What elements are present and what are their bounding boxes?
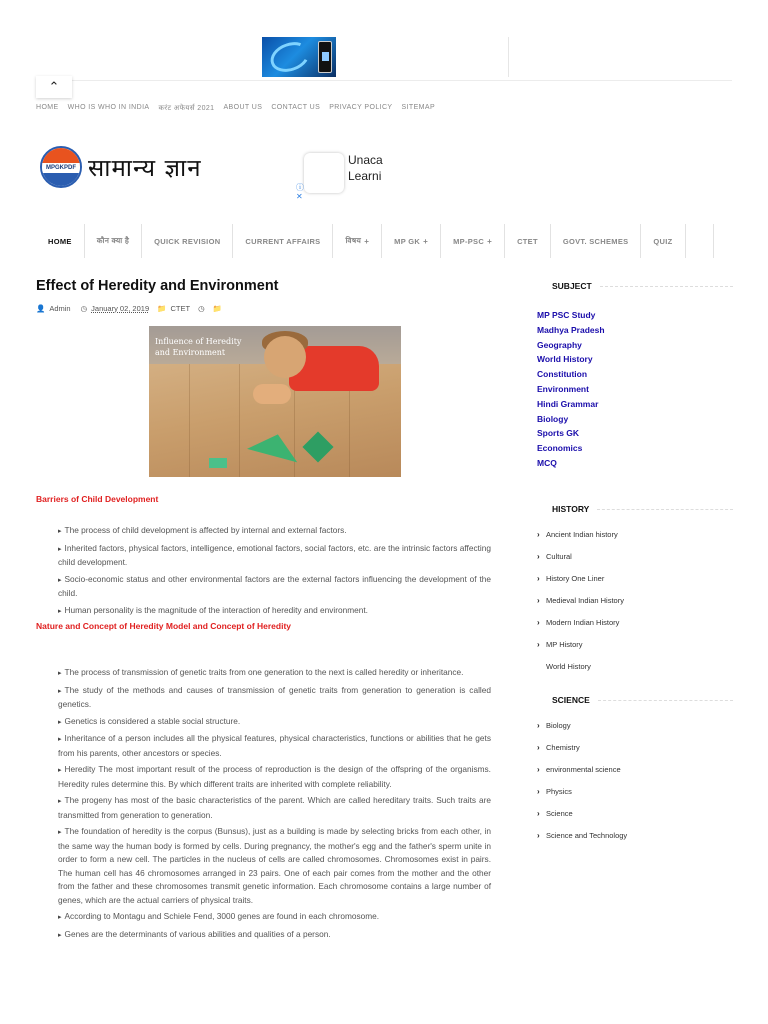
category-link[interactable]: › Modern Indian History xyxy=(537,612,733,634)
list-item: ▸ Inherited factors, physical factors, intelligence, emotional factors, social factors, etc. are the intrinsic factors affecting child development. xyxy=(58,542,491,570)
history-list xyxy=(537,524,733,678)
category-link[interactable]: › Medieval Indian History xyxy=(537,590,733,612)
category-link[interactable]: › Science xyxy=(537,803,733,825)
list-item: ▸ Socio-economic status and other environmental factors are the external factors influencing the development of the child. xyxy=(58,573,491,601)
nav-item-extra[interactable] xyxy=(686,224,714,258)
folder-icon: 📁 xyxy=(157,304,167,313)
ad-phone-graphic xyxy=(318,41,332,73)
app-ad-icon[interactable] xyxy=(304,153,344,193)
image-caption: Influence of Heredity and Environment xyxy=(155,337,242,357)
post-author[interactable]: Admin xyxy=(49,304,71,313)
chevron-right-icon: › xyxy=(537,743,540,752)
chevron-right-icon: › xyxy=(537,530,540,539)
sidebar-subject xyxy=(537,281,733,471)
subject-list xyxy=(537,308,733,471)
ad-choices-icon[interactable]: ⓘ ✕ xyxy=(296,183,304,201)
plus-icon: + xyxy=(423,236,429,246)
category-link[interactable]: › History One Liner xyxy=(537,568,733,590)
post-meta xyxy=(36,304,222,313)
section-heading-heredity: Nature and Concept of Heredity Model and Concept of Heredity xyxy=(36,621,292,631)
clock-icon: ◷ xyxy=(198,304,205,313)
topnav-about-us[interactable]: ABOUT US xyxy=(223,104,263,111)
chevron-right-icon: › xyxy=(537,596,540,605)
list-item: ▸ The process of transmission of genetic traits from one generation to the next is called heredity or inheritance. xyxy=(58,666,491,681)
sidebar-science xyxy=(537,695,733,847)
topnav-sitemap[interactable]: SITEMAP xyxy=(401,104,436,111)
main-nav xyxy=(36,224,732,258)
subject-link[interactable]: World History xyxy=(537,354,593,365)
chevron-right-icon: › xyxy=(537,809,540,818)
chevron-right-icon: › xyxy=(537,640,540,649)
topnav-contact-us[interactable]: CONTACT US xyxy=(271,104,321,111)
nav-item-ctet[interactable]: CTET xyxy=(505,224,551,258)
science-list xyxy=(537,715,733,847)
nav-item-quick-revision[interactable]: QUICK REVISION xyxy=(142,224,233,258)
category-link[interactable]: World History xyxy=(546,662,591,671)
plus-icon: + xyxy=(487,236,493,246)
sidebar-history xyxy=(537,504,733,678)
ad-swirl-graphic xyxy=(266,37,313,77)
nav-item-mp-psc[interactable]: MP-PSC + xyxy=(441,224,505,258)
category-link[interactable]: › MP History xyxy=(537,634,733,656)
nav-item-mp-gk[interactable]: MP GK + xyxy=(382,224,441,258)
top-utility-nav xyxy=(36,104,435,113)
chevron-right-icon: › xyxy=(537,618,540,627)
subject-link[interactable]: Hindi Grammar xyxy=(537,398,599,409)
chevron-up-icon: ⌃ xyxy=(48,79,60,95)
chevron-right-icon: › xyxy=(537,721,540,730)
section-heading-barriers: Barriers of Child Development xyxy=(36,494,159,504)
chevron-right-icon: › xyxy=(537,574,540,583)
list-item: ▸ Human personality is the magnitude of the interaction of heredity and environment. xyxy=(58,604,491,619)
topnav-home[interactable]: HOME xyxy=(36,104,59,111)
category-link[interactable]: › Cultural xyxy=(537,546,733,568)
topnav-current-affairs-2021[interactable]: करंट अफेयर्स 2021 xyxy=(158,105,215,112)
list-item: ▸ Heredity The most important result of the process of reproduction is the design of the offspring of the organisms. Heredity rules determine this. By which different traits are inherited with complete reliability. xyxy=(58,763,491,791)
list-item: ▸ The process of child development is affected by internal and external factors. xyxy=(58,524,491,539)
category-link[interactable]: › environmental science xyxy=(537,759,733,781)
chevron-right-icon: › xyxy=(537,552,540,561)
chevron-right-icon: › xyxy=(537,765,540,774)
subject-link[interactable]: Constitution xyxy=(537,369,588,380)
category-link[interactable]: › Science and Technology xyxy=(537,825,733,847)
user-icon: 👤 xyxy=(36,304,46,313)
subject-link[interactable]: MCQ xyxy=(537,457,557,468)
list-item: ▸ According to Montagu and Schiele Fend, 3000 genes are found in each chromosome. xyxy=(58,910,491,925)
category-link[interactable]: › Physics xyxy=(537,781,733,803)
chevron-right-icon: › xyxy=(537,831,540,840)
chevron-right-icon: › xyxy=(537,787,540,796)
list-item: ▸ The progeny has most of the basic characteristics of the parent. Which are called hereditary traits. Such traits are transmitted from generation to generation. xyxy=(58,794,491,822)
subject-link[interactable]: Sports GK xyxy=(537,428,580,439)
clock-icon: ◷ xyxy=(80,304,88,313)
featured-image xyxy=(149,326,401,477)
post-date[interactable]: January 02, 2019 xyxy=(91,304,150,313)
logo-badge-icon: MPGKPDF xyxy=(40,146,82,188)
category-link[interactable]: › Chemistry xyxy=(537,737,733,759)
category-link[interactable]: › Ancient Indian history xyxy=(537,524,733,546)
category-link[interactable]: › Biology xyxy=(537,715,733,737)
ad-divider xyxy=(508,37,509,77)
subject-link[interactable]: Economics xyxy=(537,443,583,454)
list-item: ▸ The foundation of heredity is the corpus (Bunsus), just as a building is made by selecting bricks from each other, in the same way the human body is formed by cells. During pregnancy, the mother's egg and the father's sperm unite in order to form a new cell. The particles in the nucleus of cells are called chromosomes. Chromosomes exist in pairs. The human cell has 46 chromosomes arranged in 23 pairs. One of each pair comes from the mother and the other from the father and these chromosomes transmit genetic information. Each chromosome contains a large number of genes, which are the actual carriers of physical traits. xyxy=(58,825,491,907)
topnav-privacy-policy[interactable]: PRIVACY POLICY xyxy=(329,104,393,111)
subject-link[interactable]: MP PSC Study xyxy=(537,310,596,320)
subject-link[interactable]: Biology xyxy=(537,413,569,424)
topnav-who-is-who[interactable]: WHO IS WHO IN INDIA xyxy=(67,104,150,111)
sidebar-heading-history: HISTORY xyxy=(552,504,733,514)
subject-link[interactable]: Madhya Pradesh xyxy=(537,324,605,335)
site-logo[interactable] xyxy=(40,146,202,188)
nav-item-vishay[interactable]: विषय + xyxy=(333,224,382,258)
nav-item-govt-schemes[interactable]: GOVT. SCHEMES xyxy=(551,224,642,258)
barriers-list xyxy=(58,524,491,621)
nav-item-home[interactable]: HOME xyxy=(36,224,85,258)
list-item: ▸ The study of the methods and causes of transmission of genetic traits from generation to generation is called genetics. xyxy=(58,684,491,712)
nav-item-kaun-kya-hai[interactable]: कौन क्या है xyxy=(85,224,142,258)
nav-item-current-affairs[interactable]: CURRENT AFFAIRS xyxy=(233,224,333,258)
list-item: ▸ Inheritance of a person includes all the physical features, physical characteristics, functions or abilities that he gets from his parents, other ancestors or species. xyxy=(58,732,491,760)
list-item: ▸ Genes are the determinants of various abilities and qualities of a person. xyxy=(58,928,491,943)
subject-link[interactable]: Geography xyxy=(537,339,582,350)
folder-icon: 📁 xyxy=(212,304,222,313)
list-item: ▸ Genetics is considered a stable social structure. xyxy=(58,715,491,730)
top-banner-ad[interactable] xyxy=(262,37,336,77)
sidebar-heading-science: SCIENCE xyxy=(552,695,733,705)
plus-icon: + xyxy=(364,236,370,246)
app-ad-text[interactable]: Unaca Learni xyxy=(348,153,383,183)
nav-item-quiz[interactable]: QUIZ xyxy=(641,224,685,258)
sidebar-heading-subject: SUBJECT xyxy=(552,281,733,291)
site-name: सामान्य ज्ञान xyxy=(88,153,202,182)
top-divider xyxy=(36,80,732,81)
heredity-list xyxy=(58,666,491,945)
post-title: Effect of Heredity and Environment xyxy=(36,278,279,294)
post-category[interactable]: CTET xyxy=(170,304,191,313)
scroll-up-button[interactable] xyxy=(36,76,72,98)
subject-link[interactable]: Environment xyxy=(537,383,589,394)
